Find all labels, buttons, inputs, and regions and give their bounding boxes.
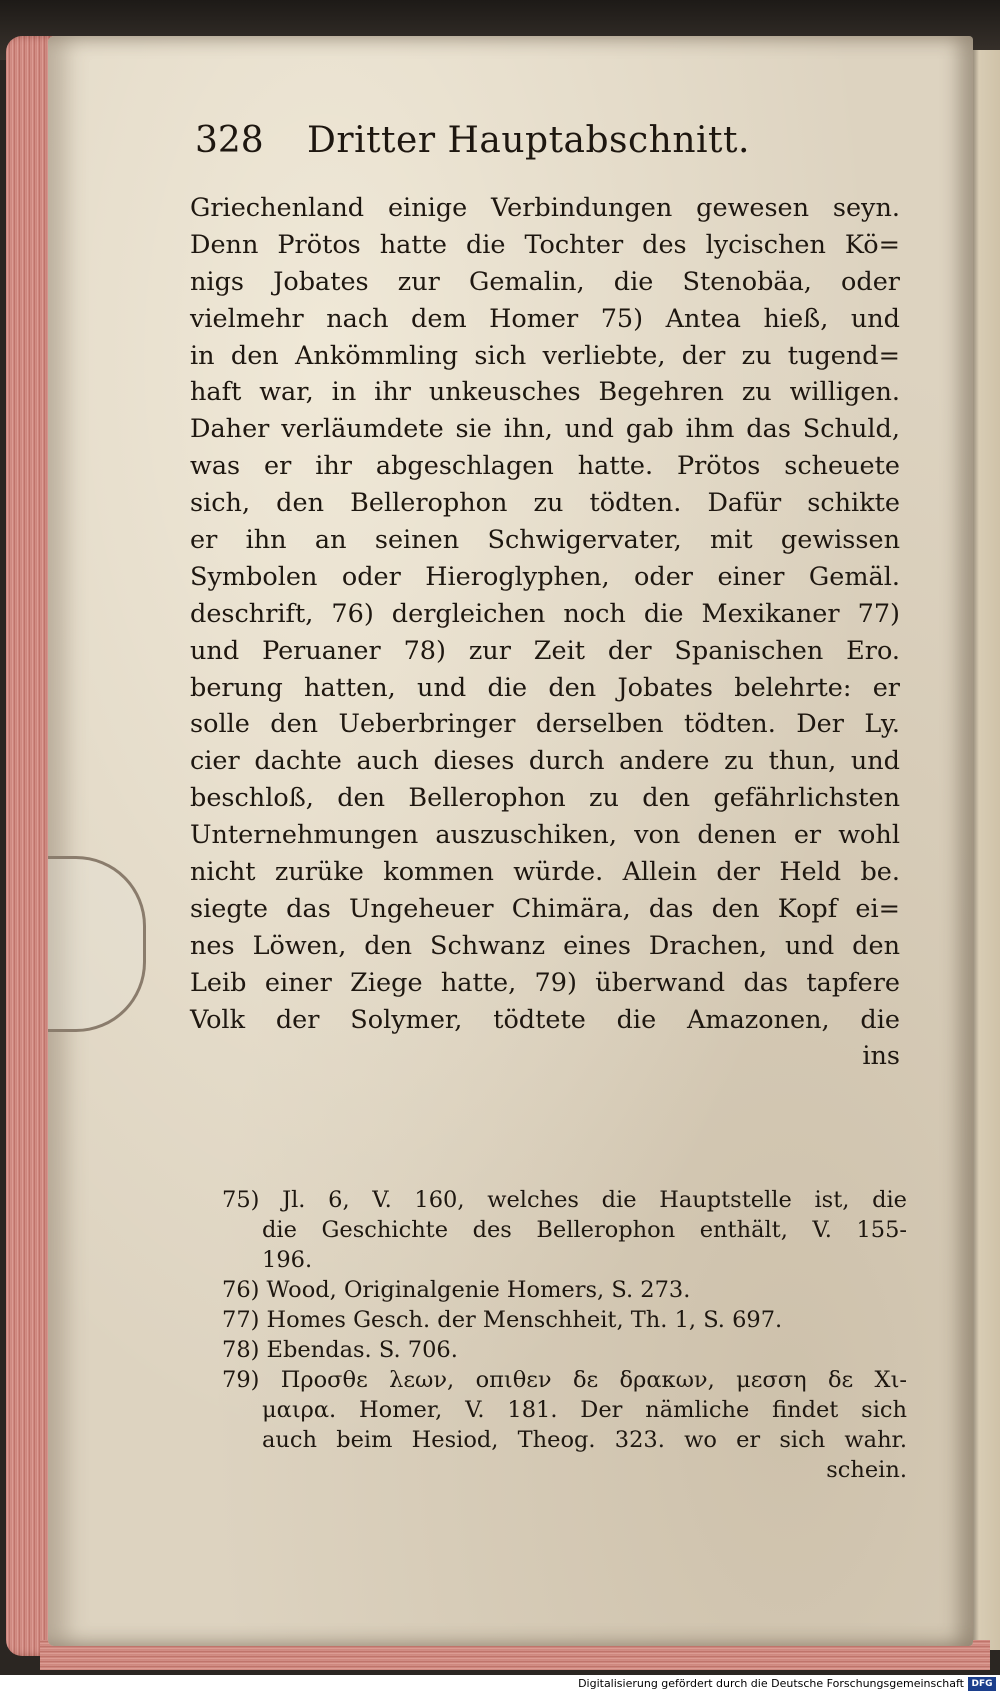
body-line: Griechenland einige Verbindungen gewesen seyn. (190, 193, 900, 223)
body-line: Denn Prötos hatte die Tochter des lycischen Kö= (190, 229, 900, 260)
footnote-line: 77) Homes Gesch. der Menschheit, Th. 1, S. 697. (222, 1307, 783, 1333)
footnote-line: 79) Προσθε λεων, οπιθεν δε δρακων, μεσση δε Χι- (222, 1367, 907, 1393)
footnote-line: schein. (826, 1457, 907, 1483)
body-text (190, 190, 900, 1075)
page-clip (48, 856, 146, 1032)
body-line: haft war, in ihr unkeusches Begehren zu willigen. (190, 377, 900, 408)
footnote-line: auch beim Hesiod, Theog. 323. wo er sich wahr. (262, 1427, 907, 1453)
footnotes (222, 1185, 907, 1485)
body-line: was er ihr abgeschlagen hatte. Prötos scheuete (190, 451, 900, 482)
body-line: Daher verläumdete sie ihn, und gab ihm das Schuld, (190, 414, 900, 445)
footnote-line: 196. (262, 1247, 313, 1273)
dfg-logo: DFG (968, 1677, 996, 1691)
body-line: nes Löwen, den Schwanz eines Drachen, und den (190, 930, 900, 961)
footnote-line: 76) Wood, Originalgenie Homers, S. 273. (222, 1277, 691, 1303)
catchword: ins (862, 1041, 900, 1072)
body-line: Leib einer Ziege hatte, 79) überwand das tapfere (190, 967, 900, 998)
footnote-line: die Geschichte des Bellerophon enthält, V. 155- (262, 1217, 907, 1243)
body-line: nigs Jobates zur Gemalin, die Stenobäa, oder (190, 266, 900, 297)
body-line: beschloß, den Bellerophon zu den gefährlichsten (190, 783, 900, 814)
footnote-line: μαιρα. Homer, V. 181. Der nämliche findet sich (262, 1397, 907, 1423)
body-line: sich, den Bellerophon zu tödten. Dafür schikte (190, 488, 900, 519)
body-line: er ihn an seinen Schwigervater, mit gewissen (190, 525, 900, 556)
body-line: deschrift, 76) dergleichen noch die Mexikaner 77) (190, 598, 900, 629)
body-line: solle den Ueberbringer derselben tödten. Der Ly. (190, 709, 900, 740)
page-header (195, 120, 755, 161)
body-line: Unternehmungen auszuschiken, von denen er wohl (190, 820, 900, 851)
body-line: Symbolen oder Hieroglyphen, oder einer Gemäl. (190, 561, 900, 592)
body-line: in den Ankömmling sich verliebte, der zu tugend= (190, 340, 900, 371)
digitization-credit: Digitalisierung gefördert durch die Deutsche Forschungsgemeinschaft (578, 1677, 964, 1690)
body-line: vielmehr nach dem Homer 75) Antea hieß, und (190, 303, 900, 334)
body-line: berung hatten, und die den Jobates belehrte: er (190, 672, 900, 703)
footnote-line: 75) Jl. 6, V. 160, welches die Hauptstelle ist, die (222, 1187, 907, 1213)
running-head: Dritter Hauptabschnitt. (307, 120, 750, 161)
body-line: siegte das Ungeheuer Chimära, das den Kopf ei= (190, 893, 900, 924)
body-line: und Peruaner 78) zur Zeit der Spanischen Ero. (190, 635, 900, 666)
page-number: 328 (195, 120, 264, 161)
footnote-line: 78) Ebendas. S. 706. (222, 1337, 458, 1363)
body-line: Volk der Solymer, tödtete die Amazonen, die (190, 1004, 900, 1035)
body-line: cier dachte auch dieses durch andere zu thun, und (190, 746, 900, 777)
body-line: nicht zurüke kommen würde. Allein der Held be. (190, 857, 900, 888)
